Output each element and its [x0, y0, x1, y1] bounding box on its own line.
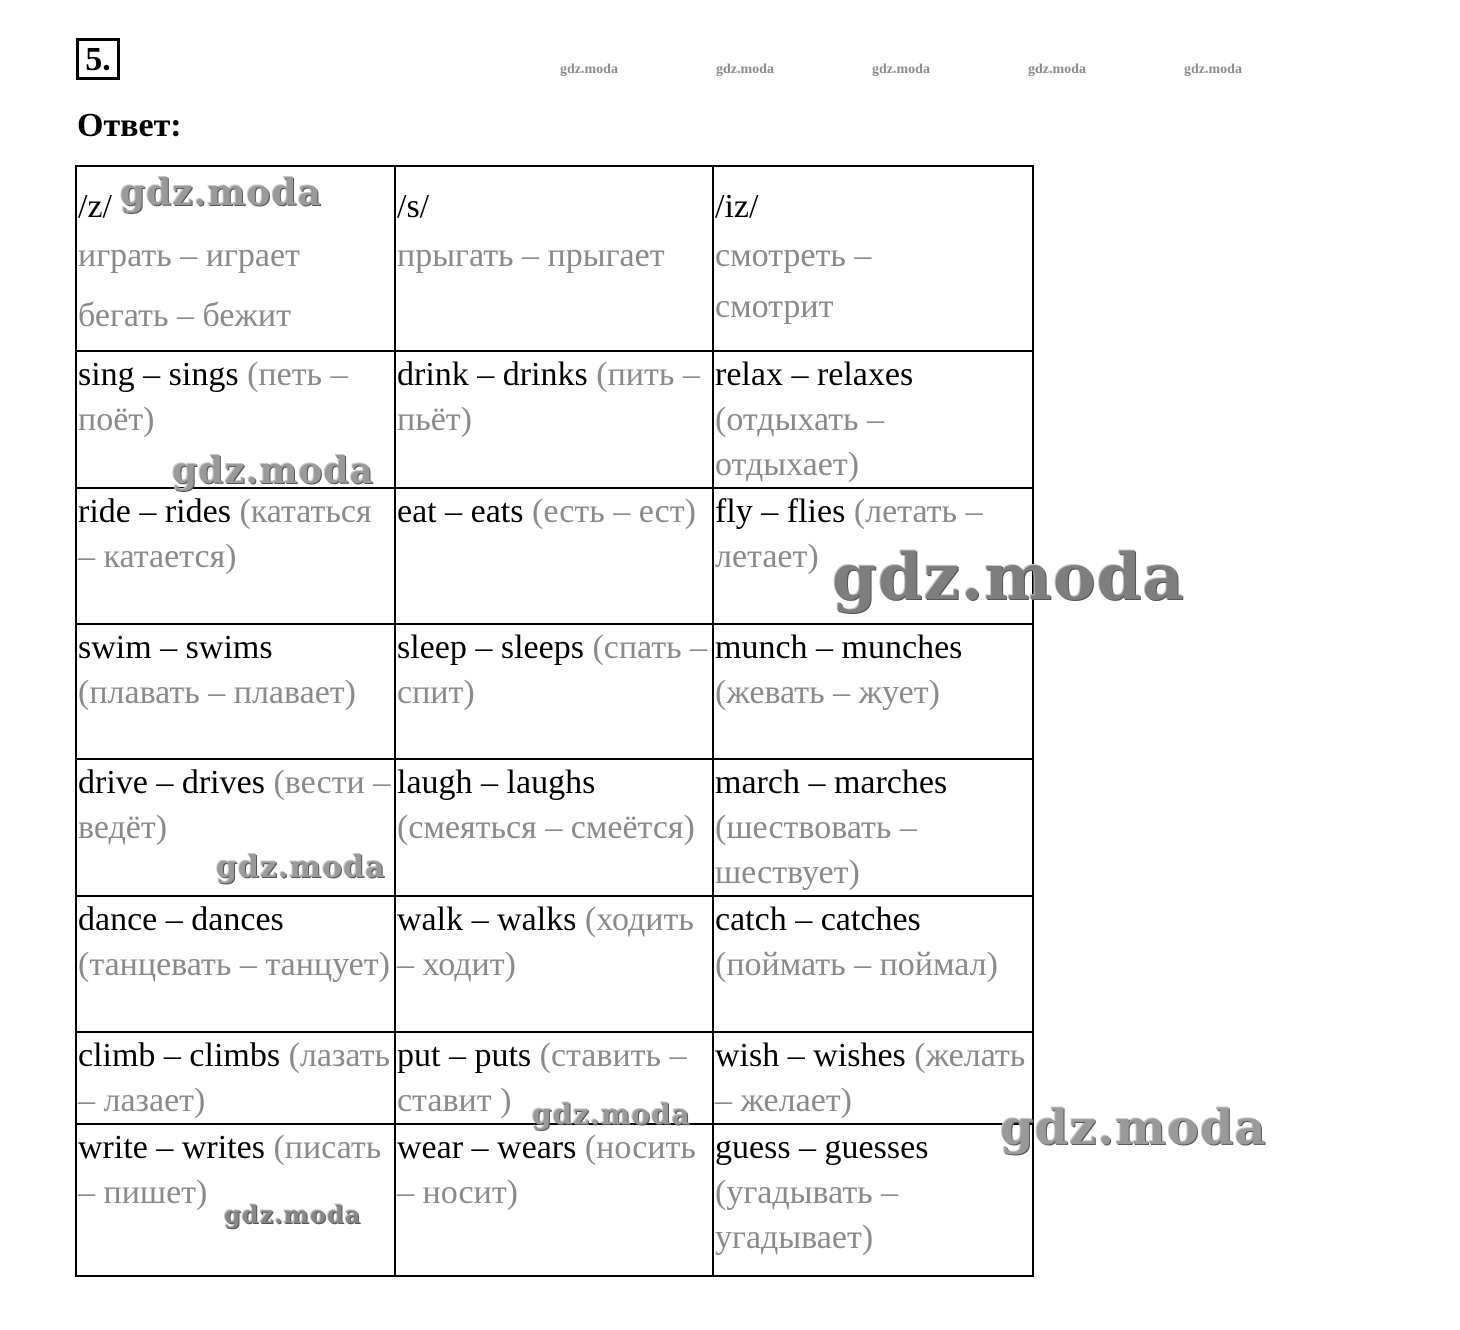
- translation: (ставить – ставит ): [397, 1037, 687, 1119]
- translation: (поймать – поймал): [715, 946, 998, 983]
- header-cell-s: [395, 166, 713, 351]
- example-text: бегать – бежит: [78, 297, 291, 334]
- example-text: прыгать – прыгает: [397, 237, 665, 274]
- table-cell: [713, 624, 1033, 759]
- translation: (шествовать – шествует): [715, 809, 917, 891]
- watermark-large: gdz.moda: [1000, 1100, 1267, 1156]
- header-watermark-strip: [560, 62, 1280, 82]
- watermark: gdz.moda: [216, 850, 386, 885]
- table-cell: [713, 1032, 1033, 1124]
- table-cell: [395, 759, 713, 896]
- table-cell: [76, 624, 395, 759]
- sound-label: /z/: [78, 188, 112, 225]
- verb-pair: fly – flies: [715, 493, 846, 530]
- sound-label: /iz/: [715, 188, 759, 225]
- translation: (петь – поёт): [78, 356, 348, 438]
- watermark-small: gdz.moda: [560, 62, 618, 77]
- verb-pair: swim – swims: [78, 629, 273, 666]
- translation: (смеяться – смеётся): [397, 809, 695, 846]
- verb-pair: climb – climbs: [78, 1037, 281, 1074]
- verb-pair: wear – wears: [397, 1129, 577, 1166]
- verb-pair: march – marches: [715, 764, 948, 801]
- verb-pair: drink – drinks: [397, 356, 588, 393]
- verb-pair: sleep – sleeps: [397, 629, 584, 666]
- watermark-large: gdz.moda: [832, 540, 1185, 615]
- translation: (писать – пишет): [78, 1129, 382, 1211]
- table-cell: [713, 351, 1033, 488]
- example-text: играть – играет: [78, 237, 300, 274]
- header-cell-iz: [713, 166, 1033, 351]
- table-cell: [76, 1032, 395, 1124]
- answer-heading: Ответ:: [77, 107, 182, 144]
- table-cell: [713, 896, 1033, 1032]
- translation: (лазать – лазает): [78, 1037, 390, 1119]
- verb-pair: eat – eats: [397, 493, 524, 530]
- translation: (ходить – ходит): [397, 901, 694, 983]
- watermark-small: gdz.moda: [716, 62, 774, 77]
- verb-pair: relax – relaxes: [715, 356, 914, 393]
- verb-pair: guess – guesses: [715, 1129, 929, 1166]
- translation: (плавать – плавает): [78, 674, 356, 711]
- sound-label: /s/: [397, 188, 430, 225]
- task-number-box: 5.: [76, 38, 120, 80]
- table-cell: [395, 624, 713, 759]
- verb-pair: munch – munches: [715, 629, 963, 666]
- example-text: смотреть –: [715, 237, 872, 274]
- verb-pair: laugh – laughs: [397, 764, 596, 801]
- table-cell: [395, 351, 713, 488]
- table-cell: [713, 759, 1033, 896]
- translation: (вести – ведёт): [78, 764, 391, 846]
- watermark: gdz.moda: [172, 450, 374, 492]
- translation: (угадывать – угадывает): [715, 1174, 899, 1256]
- verb-pair: wish – wishes: [715, 1037, 906, 1074]
- table-cell: [395, 896, 713, 1032]
- table-cell: [395, 488, 713, 624]
- translation: (желать – желает): [715, 1037, 1026, 1119]
- table-row: [76, 1124, 1033, 1276]
- watermark-small: gdz.moda: [1028, 62, 1086, 77]
- table-cell: [713, 1124, 1033, 1276]
- translation: (есть – ест): [523, 493, 696, 530]
- verb-pair: drive – drives: [78, 764, 265, 801]
- verb-pair: put – puts: [397, 1037, 532, 1074]
- verb-pair: walk – walks: [397, 901, 577, 938]
- verb-pair: catch – catches: [715, 901, 921, 938]
- verb-pair: write – writes: [78, 1129, 265, 1166]
- verb-pair: sing – sings: [78, 356, 239, 393]
- table-cell: [76, 488, 395, 624]
- verb-pair: ride – rides: [78, 493, 231, 530]
- translation: (танцевать – танцует): [78, 946, 390, 983]
- table-cell: [395, 1124, 713, 1276]
- translation: (носить – носит): [397, 1129, 696, 1211]
- translation: (кататься – катается): [78, 493, 372, 575]
- table-row: [76, 624, 1033, 759]
- watermark-small: gdz.moda: [1184, 62, 1242, 77]
- table-row: [76, 896, 1033, 1032]
- verb-pair: dance – dances: [78, 901, 284, 938]
- table-cell: [76, 896, 395, 1032]
- translation: (пить – пьёт): [397, 356, 700, 438]
- translation: (отдыхать – отдыхает): [715, 401, 885, 483]
- watermark: gdz.moda: [224, 1200, 362, 1229]
- translation: (спать – спит): [397, 629, 708, 711]
- translation: (жевать – жует): [715, 674, 940, 711]
- watermark: gdz.moda: [120, 172, 322, 214]
- example-text: смотрит: [715, 288, 834, 325]
- watermark: gdz.moda: [532, 1098, 691, 1131]
- translation: (летать – летает): [715, 493, 983, 575]
- watermark-small: gdz.moda: [872, 62, 930, 77]
